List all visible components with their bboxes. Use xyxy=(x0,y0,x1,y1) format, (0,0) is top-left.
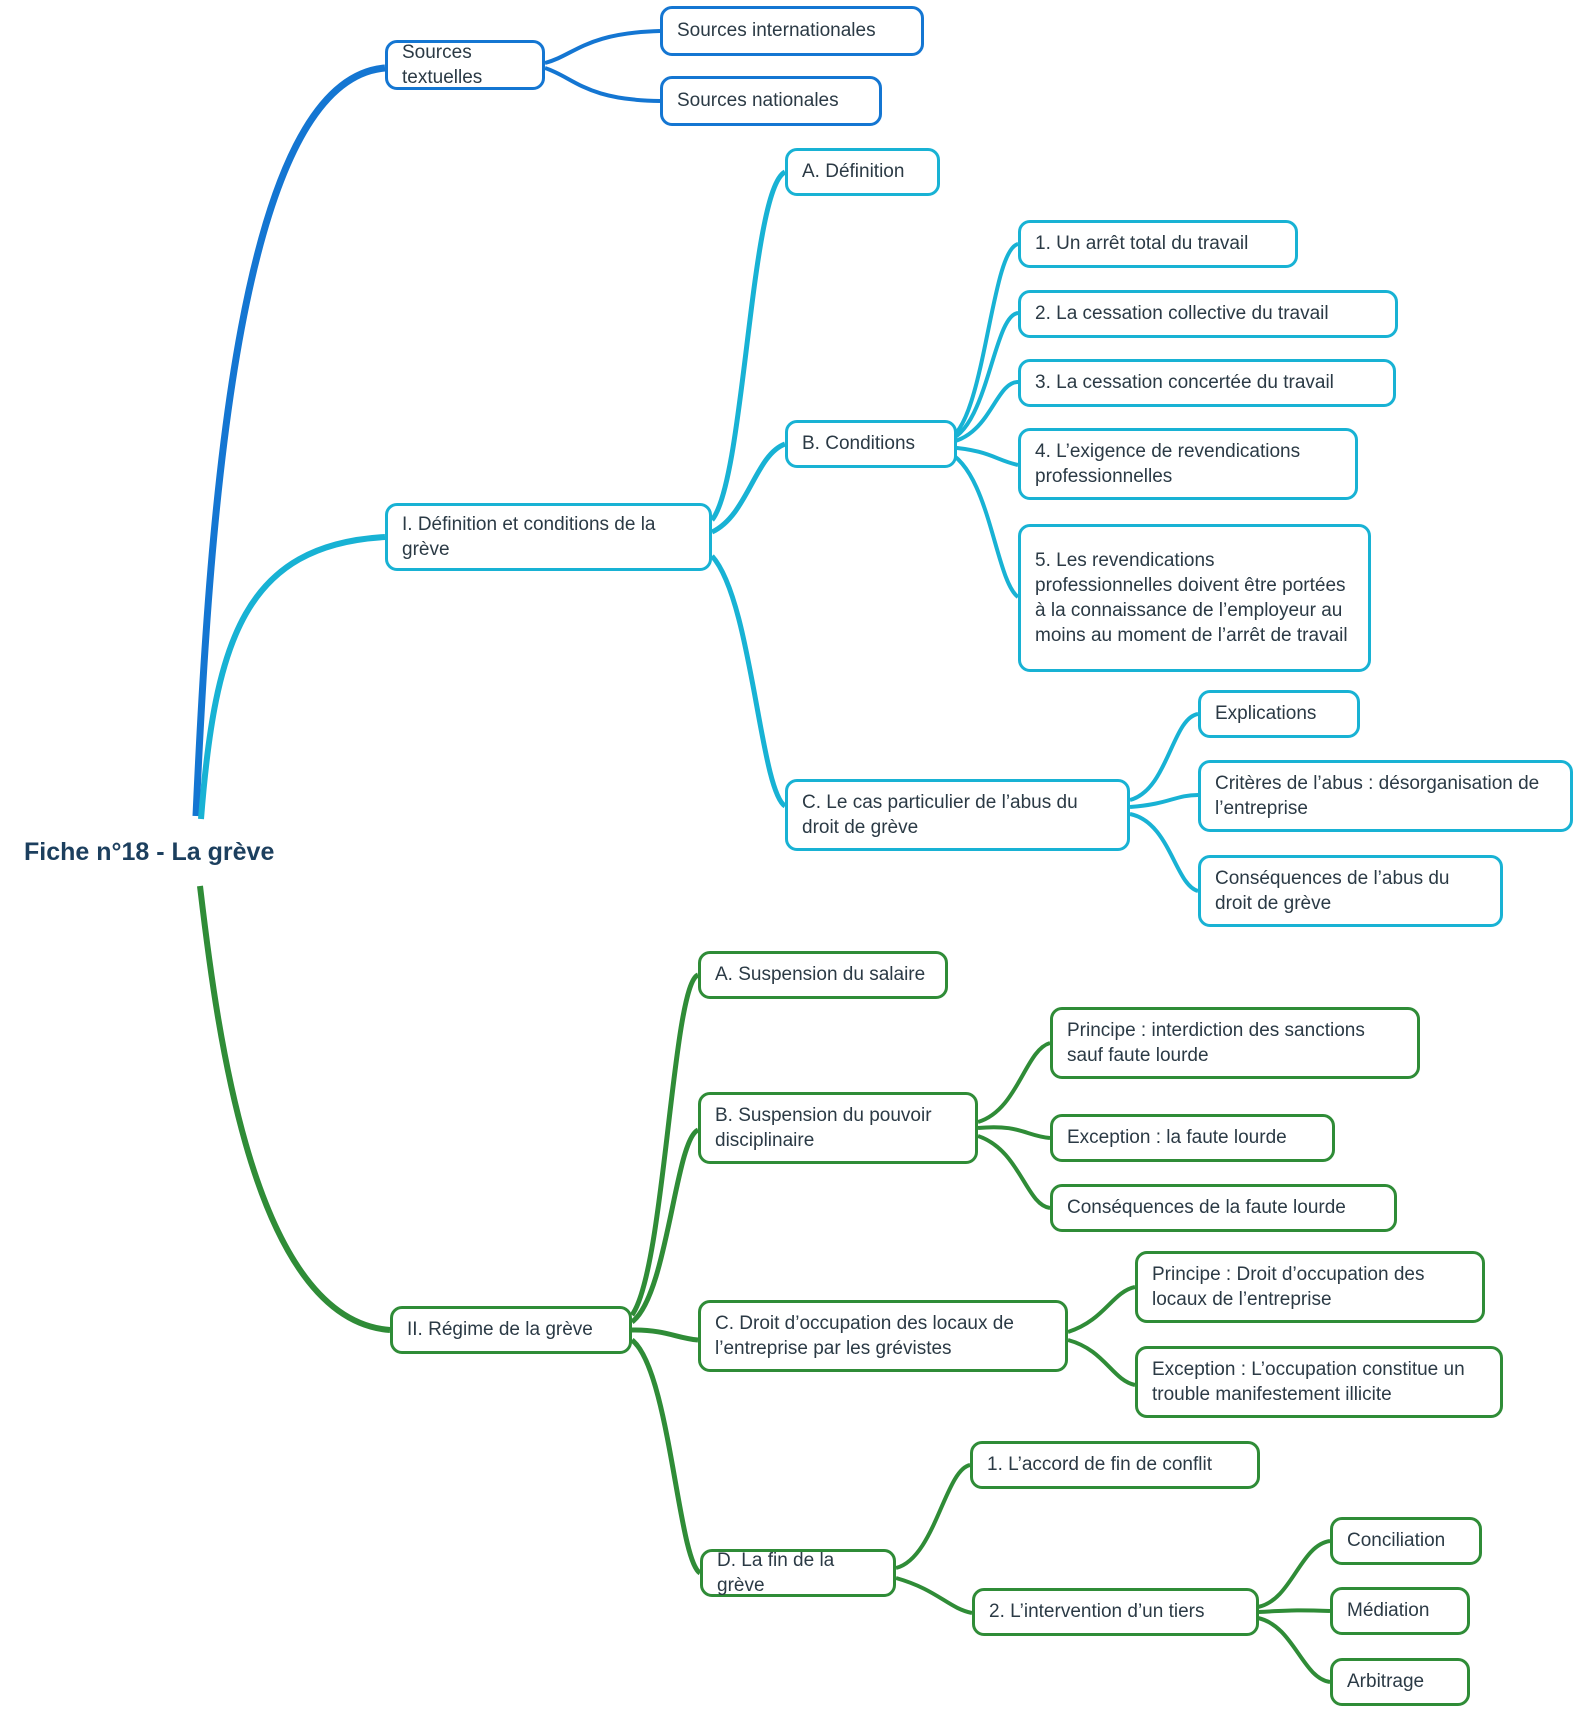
node-label: Arbitrage xyxy=(1347,1671,1425,1693)
node-a-definition[interactable] xyxy=(785,148,940,196)
node-d-fin-greve[interactable] xyxy=(700,1549,896,1597)
node-condition-1[interactable] xyxy=(1018,220,1298,268)
node-condition-5[interactable] xyxy=(1018,524,1371,672)
node-label: Sources textuelles xyxy=(402,41,483,88)
node-label: C. Droit d’occupation des locaux de l’entreprise par les grévistes xyxy=(715,1312,1014,1359)
node-occupation-exception[interactable] xyxy=(1135,1346,1503,1418)
node-label: Explications xyxy=(1215,703,1317,725)
node-label: A. Définition xyxy=(802,161,905,183)
root-node-label[interactable]: Fiche n°18 - La grève xyxy=(24,838,275,866)
node-condition-4[interactable] xyxy=(1018,428,1358,500)
node-label: 5. Les revendications professionnelles doivent être portées à la connaissance de l’employeur au moins au moment de l’arrêt de travail xyxy=(1035,549,1348,647)
node-sources-nationales[interactable] xyxy=(660,76,882,126)
node-abus-consequences[interactable] xyxy=(1198,855,1503,927)
node-label: II. Régime de la grève xyxy=(407,1319,593,1341)
node-disciplinaire-consequences[interactable] xyxy=(1050,1184,1397,1232)
node-label: B. Conditions xyxy=(802,433,916,455)
node-tiers-arbitrage[interactable] xyxy=(1330,1658,1470,1706)
node-b-suspension-disciplinaire[interactable] xyxy=(698,1092,978,1164)
node-condition-3[interactable] xyxy=(1018,359,1396,407)
node-occupation-principe[interactable] xyxy=(1135,1251,1485,1323)
node-label: Conséquences de la faute lourde xyxy=(1067,1197,1346,1219)
node-label: 2. La cessation collective du travail xyxy=(1035,303,1329,325)
node-label: 2. L’intervention d’un tiers xyxy=(989,1601,1205,1623)
node-tiers-mediation[interactable] xyxy=(1330,1587,1470,1635)
node-label: Exception : L’occupation constitue un trouble manifestement illicite xyxy=(1152,1358,1465,1405)
node-label: Conséquences de l’abus du droit de grève xyxy=(1215,867,1450,914)
node-label: Principe : interdiction des sanctions sauf faute lourde xyxy=(1067,1019,1365,1066)
node-label: 1. Un arrêt total du travail xyxy=(1035,233,1249,255)
node-label: Médiation xyxy=(1347,1600,1430,1622)
node-condition-2[interactable] xyxy=(1018,290,1398,338)
node-label: I. Définition et conditions de la grève xyxy=(402,513,656,560)
node-label: 3. La cessation concertée du travail xyxy=(1035,372,1334,394)
node-disciplinaire-principe[interactable] xyxy=(1050,1007,1420,1079)
node-fin-accord[interactable] xyxy=(970,1441,1260,1489)
node-label: Exception : la faute lourde xyxy=(1067,1127,1287,1149)
node-label: Principe : Droit d’occupation des locaux de l’entreprise xyxy=(1152,1263,1425,1310)
node-sources-internationales[interactable] xyxy=(660,6,924,56)
node-partie-1[interactable] xyxy=(385,503,712,571)
node-label: C. Le cas particulier de l’abus du droit de grève xyxy=(802,791,1078,838)
node-label: Conciliation xyxy=(1347,1530,1446,1552)
node-partie-2[interactable] xyxy=(390,1306,632,1354)
node-tiers-conciliation[interactable] xyxy=(1330,1517,1482,1565)
node-abus-criteres[interactable] xyxy=(1198,760,1573,832)
node-sources-textuelles[interactable] xyxy=(385,40,545,90)
node-label: Sources internationales xyxy=(677,20,876,42)
node-b-conditions[interactable] xyxy=(785,420,957,468)
node-label: B. Suspension du pouvoir disciplinaire xyxy=(715,1104,932,1151)
node-label: D. La fin de la grève xyxy=(717,1549,835,1596)
node-c-occupation[interactable] xyxy=(698,1300,1068,1372)
node-label: Critères de l’abus : désorganisation de l’entreprise xyxy=(1215,772,1540,819)
node-label: A. Suspension du salaire xyxy=(715,964,926,986)
node-fin-tiers[interactable] xyxy=(972,1588,1259,1636)
node-a-suspension-salaire[interactable] xyxy=(698,951,948,999)
node-label: Sources nationales xyxy=(677,90,839,112)
node-label: 1. L’accord de fin de conflit xyxy=(987,1454,1212,1476)
node-label: 4. L’exigence de revendications professionnelles xyxy=(1035,440,1301,487)
node-c-abus[interactable] xyxy=(785,779,1130,851)
node-disciplinaire-exception[interactable] xyxy=(1050,1114,1335,1162)
node-abus-explications[interactable] xyxy=(1198,690,1360,738)
